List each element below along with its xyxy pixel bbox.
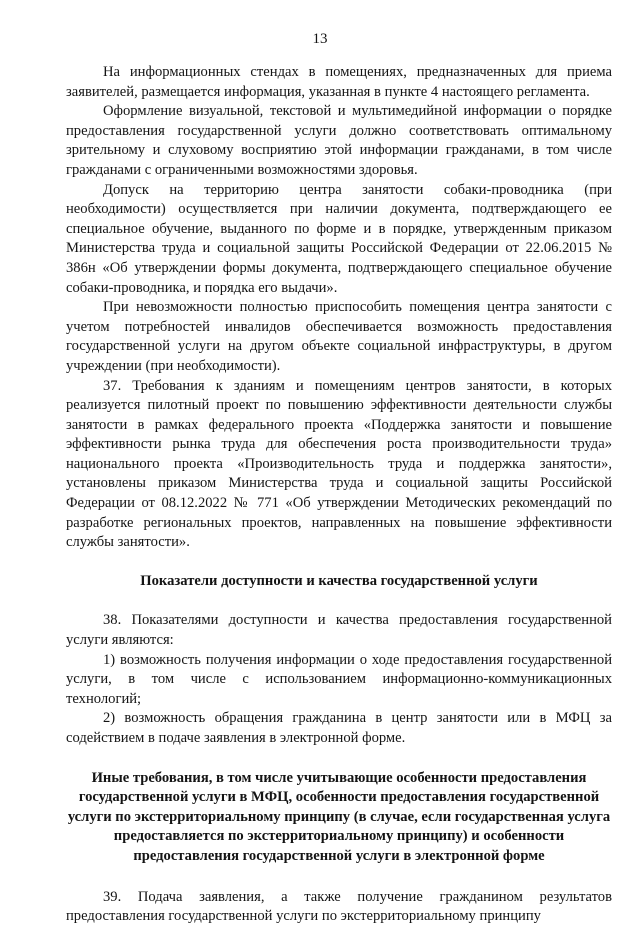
section-heading-other-requirements: Иные требования, в том числе учитывающие особенности предоставления государственной услуги в МФЦ, особенности предоставления государственной услуги по экстерриториальному принципу (в случае, если государственная услуга предоставляется по экстерриториальному принципу) и особенности предоставления государственной услуги в электронной форме <box>67 769 611 864</box>
paragraph-item-38: 38. Показателями доступности и качества предоставления государственной услуги являются: <box>66 612 612 649</box>
page-number: 13 <box>312 31 328 47</box>
list-item-1: 1) возможность получения информации о ходе предоставления государственной услуги, в том числе с использованием информационно-коммуникационных технологий; <box>66 651 612 707</box>
paragraph-info-design: Оформление визуальной, текстовой и мультимедийной информации о порядке предоставления государственной услуги должно соответствовать оптимальному зрительному и слуховому восприятию этой информации гражданами, в том числе гражданами с ограниченными возможностями здоровья. <box>66 103 612 178</box>
section-heading-accessibility: Показатели доступности и качества государственной услуги <box>140 572 538 589</box>
list-item-2: 2) возможность обращения гражданина в центр занятости или в МФЦ за содействием в подаче заявления в электронной форме. <box>66 710 612 746</box>
paragraph-alternative-facility: При невозможности полностью приспособить помещения центра занятости с учетом потребностей инвалидов обеспечивается возможность предоставления государственной услуги на другом объекте социальной инфраструктуры, в другом учреждении (при необходимости). <box>66 299 612 374</box>
paragraph-info-stands: На информационных стендах в помещениях, предназначенных для приема заявителей, размещается информация, указанная в пункте 4 настоящего регламента. <box>66 64 612 100</box>
paragraph-guide-dog: Допуск на территорию центра занятости собаки-проводника (при необходимости) осуществляется при наличии документа, подтверждающего ее специальное обучение, выданного по форме и в порядке, утвержденным приказом Министерства труда и социальной защиты Российской Федерации от 22.06.2015 № 386н «Об утверждении формы документа, подтверждающего специальное обучение собаки-проводника, и порядка его выдачи». <box>66 181 612 296</box>
paragraph-item-39: 39. Подача заявления, а также получение гражданином результатов предоставления государственной услуги по экстерриториальному принципу <box>66 888 612 925</box>
document-body <box>66 63 612 927</box>
paragraph-item-37: 37. Требования к зданиям и помещениям центров занятости, в которых реализуется пилотный проект по повышению эффективности деятельности службы занятости в рамках федерального проекта «Поддержка занятости и повышение эффективности рынка труда для обеспечения роста производительности труда» национального проекта «Производительность труда и поддержка занятости», установлены приказом Министерства труда и социальной защиты Российской Федерации от 08.12.2022 № 771 «Об утверждении Методических рекомендаций по разработке региональных проектов, направленных на повышение эффективности службы занятости». <box>66 377 612 551</box>
